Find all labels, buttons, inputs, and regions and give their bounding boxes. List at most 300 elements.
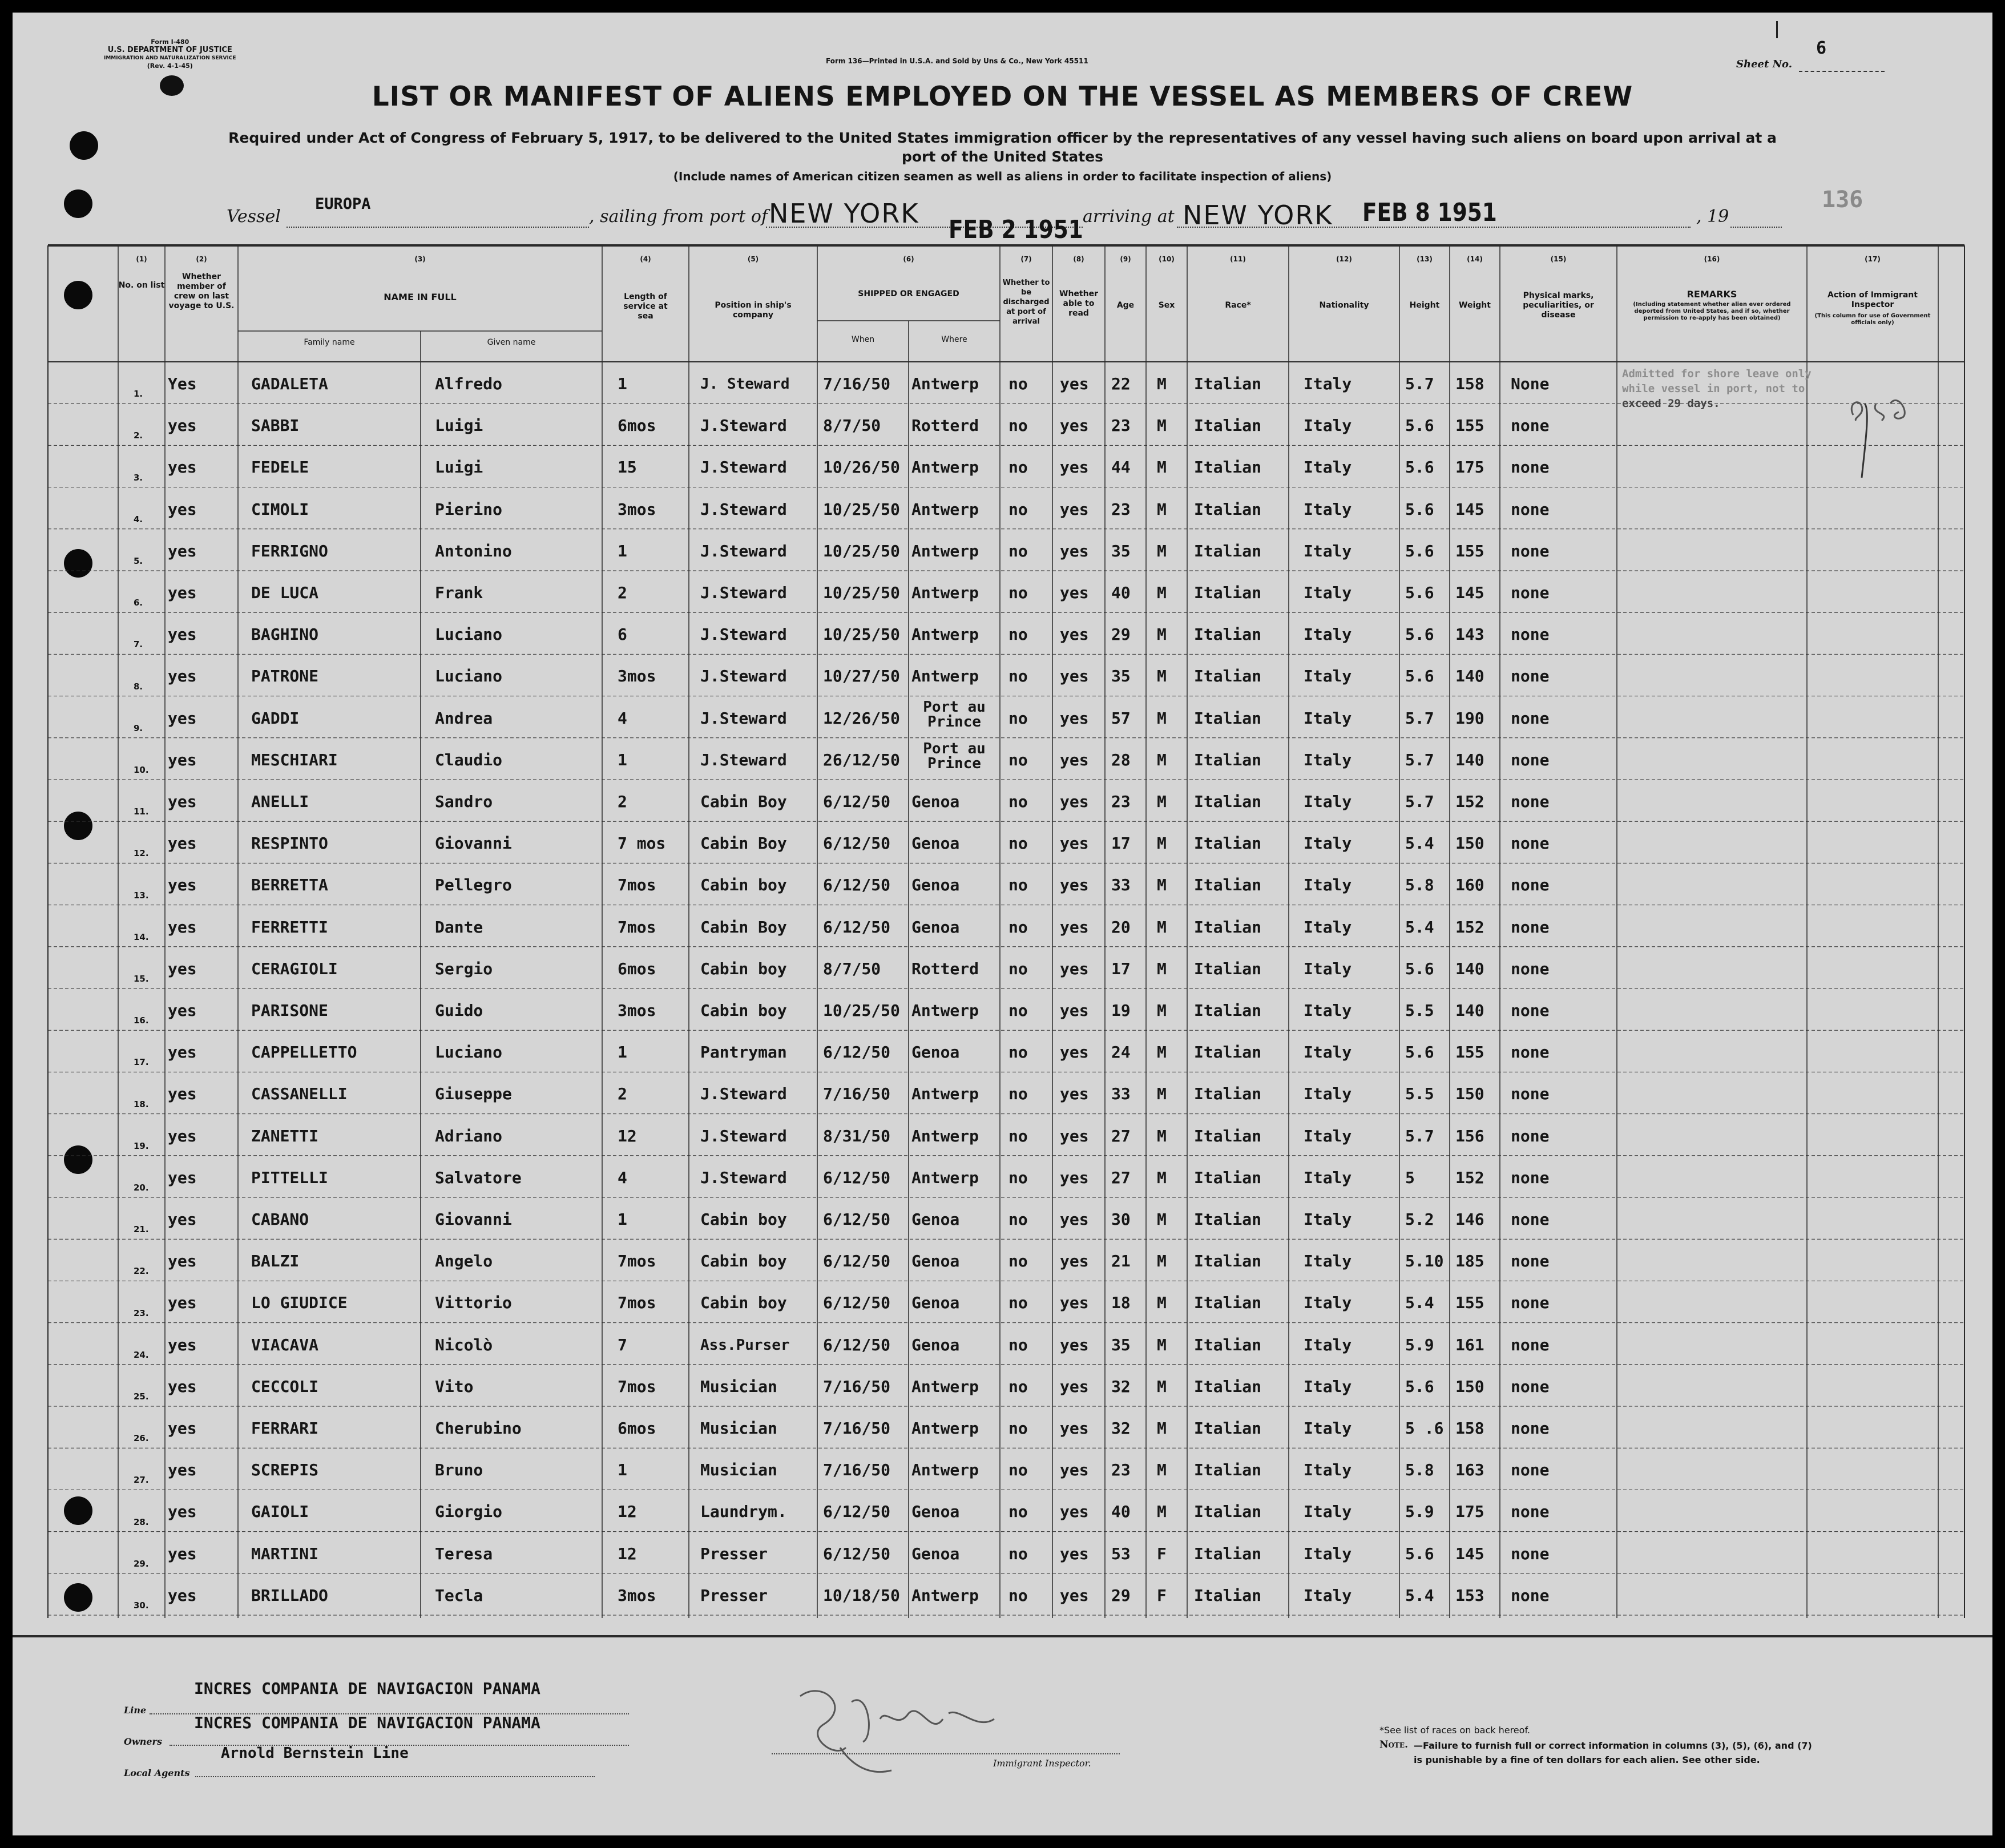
nationality: Italy <box>1304 458 1352 477</box>
crew-status: yes <box>168 1210 197 1229</box>
position: Cabin boy <box>700 1252 787 1271</box>
shipped-where: Genoa <box>911 1502 960 1522</box>
race: Italian <box>1194 792 1262 811</box>
sex: M <box>1157 834 1167 853</box>
crew-status: yes <box>168 1168 197 1187</box>
service-length: 1 <box>618 750 627 769</box>
family-name: CABANO <box>251 1210 309 1229</box>
physical-marks: none <box>1511 625 1550 644</box>
service-length: 7mos <box>618 875 656 895</box>
col-4-header: Length of service at sea <box>623 292 668 321</box>
physical-marks: none <box>1511 959 1550 978</box>
sex: M <box>1157 792 1167 811</box>
given-name: Luigi <box>435 416 483 435</box>
shipped-where: Antwerp <box>911 1126 979 1145</box>
subtitle-line-2: port of the United States <box>901 148 1103 165</box>
crew-status: yes <box>168 1084 197 1104</box>
form-revision: (Rev. 4-1-45) <box>147 62 193 70</box>
crew-status: yes <box>168 1377 197 1396</box>
position: J.Steward <box>700 499 787 519</box>
height: 5.8 <box>1405 875 1434 895</box>
service-length: 2 <box>618 792 627 811</box>
sex: M <box>1157 667 1167 686</box>
shipped-where: Port au Prince <box>923 698 986 731</box>
shipped-when: 6/12/50 <box>823 917 891 937</box>
crew-status: yes <box>168 875 197 895</box>
physical-marks: none <box>1511 875 1550 895</box>
race: Italian <box>1194 541 1262 560</box>
shipped-where: Genoa <box>911 917 960 937</box>
service-length: 1 <box>618 541 627 560</box>
col-11-number: (11) <box>1230 255 1246 263</box>
age: 44 <box>1111 458 1131 477</box>
crew-status: yes <box>168 1252 197 1271</box>
height: 5.6 <box>1405 499 1434 519</box>
arriving-port: NEW YORK <box>1183 200 1333 231</box>
weight: 175 <box>1455 458 1484 477</box>
physical-marks: none <box>1511 458 1550 477</box>
discharged: no <box>1008 750 1028 769</box>
physical-marks: none <box>1511 1419 1550 1438</box>
nationality: Italy <box>1304 917 1352 937</box>
col-17-header: Action of Immigrant Inspector <box>1828 290 1918 309</box>
row-number: 22. <box>134 1266 149 1277</box>
nationality: Italy <box>1304 792 1352 811</box>
shipped-when: 7/16/50 <box>823 374 891 393</box>
physical-marks: None <box>1511 374 1550 393</box>
sex: M <box>1157 1001 1167 1020</box>
service-length: 1 <box>618 1460 627 1480</box>
sex: M <box>1157 625 1167 644</box>
weight: 150 <box>1455 1377 1484 1396</box>
nationality: Italy <box>1304 834 1352 853</box>
service-length: 1 <box>618 374 627 393</box>
row-number: 27. <box>134 1475 149 1486</box>
sex: M <box>1157 1252 1167 1271</box>
given-name: Luigi <box>435 458 483 477</box>
given-name: Giuseppe <box>435 1084 512 1104</box>
given-name: Angelo <box>435 1252 493 1271</box>
position: Cabin boy <box>700 959 787 978</box>
note-label: Note. <box>1379 1739 1408 1750</box>
able-to-read: yes <box>1060 1460 1089 1480</box>
sex: M <box>1157 1210 1167 1229</box>
height: 5.6 <box>1405 1377 1434 1396</box>
position: J. Steward <box>700 376 790 393</box>
corner-number: 136 <box>1822 187 1863 213</box>
able-to-read: yes <box>1060 1585 1089 1605</box>
race: Italian <box>1194 1168 1262 1187</box>
note-text-1: —Failure to furnish full or correct information in columns (3), (5), (6), and (7) <box>1414 1740 1812 1751</box>
age: 29 <box>1111 1585 1131 1605</box>
discharged: no <box>1008 1335 1028 1354</box>
given-name: Guido <box>435 1001 483 1020</box>
race: Italian <box>1194 959 1262 978</box>
row-number: 20. <box>134 1183 149 1193</box>
position: Pantryman <box>700 1043 787 1062</box>
age: 53 <box>1111 1544 1131 1563</box>
weight: 161 <box>1455 1335 1484 1354</box>
sex: M <box>1157 374 1167 393</box>
service-length: 7mos <box>618 917 656 937</box>
height: 5.6 <box>1405 1043 1434 1062</box>
race: Italian <box>1194 1502 1262 1522</box>
sex: M <box>1157 541 1167 560</box>
able-to-read: yes <box>1060 1293 1089 1313</box>
crew-status: yes <box>168 834 197 853</box>
able-to-read: yes <box>1060 625 1089 644</box>
race: Italian <box>1194 875 1262 895</box>
able-to-read: yes <box>1060 959 1089 978</box>
col-3-header: NAME IN FULL <box>384 292 457 302</box>
weight: 175 <box>1455 1502 1484 1522</box>
shipped-when: 26/12/50 <box>823 750 900 769</box>
row-number: 29. <box>134 1558 149 1569</box>
crew-status: yes <box>168 1001 197 1020</box>
able-to-read: yes <box>1060 374 1089 393</box>
shipped-where: Antwerp <box>911 1419 979 1438</box>
sex: M <box>1157 1377 1167 1396</box>
shipped-when: 6/12/50 <box>823 875 891 895</box>
service-length: 3mos <box>618 667 656 686</box>
shipped-where: Genoa <box>911 1210 960 1229</box>
crew-status: yes <box>168 625 197 644</box>
nationality: Italy <box>1304 1043 1352 1062</box>
crew-status: yes <box>168 499 197 519</box>
row-number: 7. <box>134 639 143 650</box>
height: 5.5 <box>1405 1001 1434 1020</box>
age: 21 <box>1111 1252 1131 1271</box>
weight: 190 <box>1455 708 1484 728</box>
race: Italian <box>1194 917 1262 937</box>
row-number: 13. <box>134 890 149 901</box>
shipped-where: Antwerp <box>911 1001 979 1020</box>
crew-status: yes <box>168 1335 197 1354</box>
able-to-read: yes <box>1060 1419 1089 1438</box>
sex: M <box>1157 708 1167 728</box>
service-length: 6 <box>618 625 627 644</box>
shipped-when: 12/26/50 <box>823 708 900 728</box>
col-1-number: (1) <box>136 255 147 263</box>
position: Ass.Purser <box>700 1336 790 1354</box>
row-number: 21. <box>134 1224 149 1235</box>
discharged: no <box>1008 667 1028 686</box>
row-number: 30. <box>134 1600 149 1611</box>
shipped-where: Antwerp <box>911 374 979 393</box>
able-to-read: yes <box>1060 1377 1089 1396</box>
family-name: VIACAVA <box>251 1335 319 1354</box>
position: J.Steward <box>700 458 787 477</box>
col-6-when-header: When <box>851 335 875 344</box>
race: Italian <box>1194 1377 1262 1396</box>
physical-marks: none <box>1511 1544 1550 1563</box>
family-name: PARISONE <box>251 1001 328 1020</box>
age: 23 <box>1111 416 1131 435</box>
given-name: Salvatore <box>435 1168 522 1187</box>
position: Presser <box>700 1585 768 1605</box>
race: Italian <box>1194 499 1262 519</box>
row-number: 26. <box>134 1433 149 1444</box>
shipped-when: 6/12/50 <box>823 1043 891 1062</box>
age: 35 <box>1111 1335 1131 1354</box>
able-to-read: yes <box>1060 1001 1089 1020</box>
nationality: Italy <box>1304 1210 1352 1229</box>
height: 5.6 <box>1405 959 1434 978</box>
height: 5.2 <box>1405 1210 1434 1229</box>
able-to-read: yes <box>1060 1126 1089 1145</box>
height: 5.6 <box>1405 625 1434 644</box>
service-length: 12 <box>618 1126 637 1145</box>
shipped-where: Antwerp <box>911 667 979 686</box>
given-name: Adriano <box>435 1126 503 1145</box>
row-number: 19. <box>134 1140 149 1151</box>
able-to-read: yes <box>1060 708 1089 728</box>
crew-status: yes <box>168 1460 197 1480</box>
shipped-where: Genoa <box>911 1293 960 1313</box>
position: Cabin Boy <box>700 917 787 937</box>
given-name: Cherubino <box>435 1419 522 1438</box>
race: Italian <box>1194 416 1262 435</box>
note-text-2: is punishable by a fine of ten dollars for each alien. See other side. <box>1414 1754 1760 1765</box>
nationality: Italy <box>1304 499 1352 519</box>
shipped-where: Genoa <box>911 1335 960 1354</box>
height: 5.9 <box>1405 1335 1434 1354</box>
age: 23 <box>1111 499 1131 519</box>
col-11-header: Race* <box>1225 301 1251 310</box>
crew-status: yes <box>168 1293 197 1313</box>
able-to-read: yes <box>1060 875 1089 895</box>
family-name: RESPINTO <box>251 834 328 853</box>
discharged: no <box>1008 1544 1028 1563</box>
height: 5.6 <box>1405 416 1434 435</box>
subtitle-line-1: Required under Act of Congress of February 5, 1917, to be delivered to the United States immigration officer by the representatives of any vessel having such aliens on board upon arrival at a <box>228 130 1777 146</box>
family-name: CIMOLI <box>251 499 309 519</box>
age: 24 <box>1111 1043 1131 1062</box>
form-number: Form I-480 <box>151 38 189 46</box>
service-length: 12 <box>618 1502 637 1522</box>
col-3-number: (3) <box>414 255 426 263</box>
nationality: Italy <box>1304 1293 1352 1313</box>
height: 5.10 <box>1405 1252 1444 1271</box>
family-name: GADALETA <box>251 374 328 393</box>
shipped-when: 8/31/50 <box>823 1126 891 1145</box>
row-number: 11. <box>134 806 149 817</box>
nationality: Italy <box>1304 1377 1352 1396</box>
race: Italian <box>1194 374 1262 393</box>
crew-status: yes <box>168 1502 197 1522</box>
given-name: Tecla <box>435 1585 483 1605</box>
shipped-when: 10/25/50 <box>823 625 900 644</box>
service-length: 4 <box>618 708 627 728</box>
weight: 150 <box>1455 834 1484 853</box>
shipped-where: Antwerp <box>911 625 979 644</box>
sex: M <box>1157 1084 1167 1104</box>
signature-underline <box>772 1753 1120 1754</box>
sex: M <box>1157 917 1167 937</box>
height: 5.7 <box>1405 750 1434 769</box>
race: Italian <box>1194 708 1262 728</box>
page-title: LIST OR MANIFEST OF ALIENS EMPLOYED ON THE VESSEL AS MEMBERS OF CREW <box>372 81 1633 112</box>
physical-marks: none <box>1511 1293 1550 1313</box>
service-length: 3mos <box>618 499 656 519</box>
discharged: no <box>1008 458 1028 477</box>
family-name: FERRARI <box>251 1419 319 1438</box>
row-number: 18. <box>134 1099 149 1109</box>
weight: 145 <box>1455 1544 1484 1563</box>
physical-marks: none <box>1511 541 1550 560</box>
weight: 152 <box>1455 917 1484 937</box>
shipped-where: Antwerp <box>911 1377 979 1396</box>
department-name: U.S. DEPARTMENT OF JUSTICE <box>107 46 232 54</box>
col-2-number: (2) <box>196 255 207 263</box>
position: J.Steward <box>700 667 787 686</box>
discharged: no <box>1008 1210 1028 1229</box>
position: J.Steward <box>700 583 787 602</box>
age: 35 <box>1111 541 1131 560</box>
position: Cabin Boy <box>700 792 787 811</box>
discharged: no <box>1008 625 1028 644</box>
family-name: FEDELE <box>251 458 309 477</box>
shipped-where: Genoa <box>911 1544 960 1563</box>
sex: M <box>1157 1335 1167 1354</box>
row-number: 9. <box>134 723 143 733</box>
family-name: ZANETTI <box>251 1126 319 1145</box>
row-number: 3. <box>134 472 143 483</box>
service-length: 2 <box>618 1084 627 1104</box>
position: Cabin Boy <box>700 834 787 853</box>
row-number: 10. <box>134 765 149 775</box>
inspector-label: Immigrant Inspector. <box>993 1758 1091 1769</box>
physical-marks: none <box>1511 1168 1550 1187</box>
weight: 155 <box>1455 1043 1484 1062</box>
nationality: Italy <box>1304 374 1352 393</box>
row-number: 17. <box>134 1057 149 1068</box>
height: 5.6 <box>1405 541 1434 560</box>
able-to-read: yes <box>1060 583 1089 602</box>
height: 5.7 <box>1405 792 1434 811</box>
able-to-read: yes <box>1060 1502 1089 1522</box>
race: Italian <box>1194 1001 1262 1020</box>
age: 40 <box>1111 1502 1131 1522</box>
able-to-read: yes <box>1060 1084 1089 1104</box>
age: 57 <box>1111 708 1131 728</box>
nationality: Italy <box>1304 708 1352 728</box>
age: 17 <box>1111 959 1131 978</box>
sailing-port: NEW YORK <box>769 198 919 229</box>
crew-status: yes <box>168 1544 197 1563</box>
weight: 156 <box>1455 1126 1484 1145</box>
col-16-header: REMARKS <box>1687 289 1737 300</box>
nationality: Italy <box>1304 750 1352 769</box>
race: Italian <box>1194 1126 1262 1145</box>
position: Laundrym. <box>700 1502 787 1522</box>
given-name: Luciano <box>435 1043 503 1062</box>
nationality: Italy <box>1304 1001 1352 1020</box>
height: 5 .6 <box>1405 1419 1444 1438</box>
service-length: 12 <box>618 1544 637 1563</box>
shipped-where: Port au Prince <box>923 740 986 772</box>
given-name: Vito <box>435 1377 474 1396</box>
weight: 152 <box>1455 792 1484 811</box>
height: 5.7 <box>1405 1126 1434 1145</box>
age: 22 <box>1111 374 1131 393</box>
nationality: Italy <box>1304 1419 1352 1438</box>
col-6-number: (6) <box>903 255 914 263</box>
weight: 155 <box>1455 416 1484 435</box>
crew-status: yes <box>168 541 197 560</box>
sex: M <box>1157 875 1167 895</box>
family-name: SABBI <box>251 416 300 435</box>
service-length: 7 <box>618 1335 627 1354</box>
given-name: Pierino <box>435 499 503 519</box>
col-1-header: No. on list <box>118 281 165 290</box>
physical-marks: none <box>1511 1585 1550 1605</box>
col-15-number: (15) <box>1550 255 1567 263</box>
physical-marks: none <box>1511 416 1550 435</box>
nationality: Italy <box>1304 583 1352 602</box>
inspector-mark <box>1836 381 1927 495</box>
family-name: BERRETTA <box>251 875 328 895</box>
line-label: Line <box>124 1705 147 1716</box>
height: 5.6 <box>1405 667 1434 686</box>
row-number: 4. <box>134 514 143 524</box>
height: 5.4 <box>1405 1585 1434 1605</box>
crew-status: yes <box>168 708 197 728</box>
weight: 158 <box>1455 374 1484 393</box>
physical-marks: none <box>1511 1126 1550 1145</box>
able-to-read: yes <box>1060 1168 1089 1187</box>
shipped-where: Genoa <box>911 834 960 853</box>
discharged: no <box>1008 1460 1028 1480</box>
discharged: no <box>1008 1502 1028 1522</box>
service-length: 1 <box>618 1043 627 1062</box>
age: 27 <box>1111 1126 1131 1145</box>
given-name: Sergio <box>435 959 493 978</box>
row-number: 1. <box>134 389 143 400</box>
sex: M <box>1157 959 1167 978</box>
shipped-where: Antwerp <box>911 1585 979 1605</box>
remarks-note <box>1622 366 1812 411</box>
crew-status: yes <box>168 583 197 602</box>
service-length: 4 <box>618 1168 627 1187</box>
sex: M <box>1157 1126 1167 1145</box>
line-value: INCRES COMPANIA DE NAVIGACION PANAMA <box>194 1679 540 1698</box>
age: 40 <box>1111 583 1131 602</box>
sex: M <box>1157 583 1167 602</box>
position: J.Steward <box>700 1126 787 1145</box>
row-number: 24. <box>134 1349 149 1360</box>
col-13-number: (13) <box>1417 255 1433 263</box>
race: Italian <box>1194 1419 1262 1438</box>
physical-marks: none <box>1511 1043 1550 1062</box>
able-to-read: yes <box>1060 541 1089 560</box>
position: J.Steward <box>700 1084 787 1104</box>
weight: 155 <box>1455 541 1484 560</box>
shipped-where: Antwerp <box>911 583 979 602</box>
weight: 155 <box>1455 1293 1484 1313</box>
given-name: Andrea <box>435 708 493 728</box>
given-name: Dante <box>435 917 483 937</box>
able-to-read: yes <box>1060 1210 1089 1229</box>
nationality: Italy <box>1304 1126 1352 1145</box>
shipped-when: 10/25/50 <box>823 541 900 560</box>
discharged: no <box>1008 959 1028 978</box>
nationality: Italy <box>1304 541 1352 560</box>
service-length: 2 <box>618 583 627 602</box>
given-name: Claudio <box>435 750 503 769</box>
sailing-label: , sailing from port of <box>589 207 768 227</box>
age: 18 <box>1111 1293 1131 1313</box>
